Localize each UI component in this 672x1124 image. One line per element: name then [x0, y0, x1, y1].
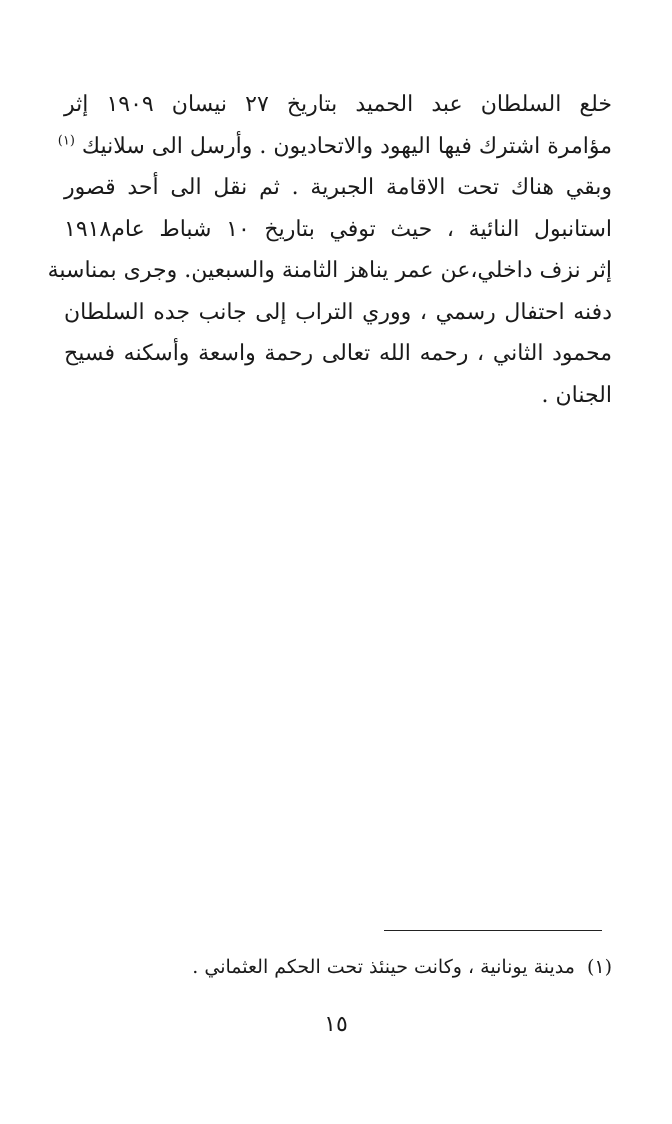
body-line-6: دفنه احتفال رسمي ، ووري التراب إلى جانب جده السلطان — [64, 299, 612, 325]
body-line-2-text: مؤامرة اشترك فيها اليهود والاتحاديون . وأرسل الى سلانيك — [81, 133, 612, 159]
body-line-8: الجنان . — [541, 382, 612, 408]
footnote-reference: (١) — [57, 133, 75, 149]
footnote-text: مدينة يونانية ، وكانت حينئذ تحت الحكم العثماني . — [192, 956, 575, 978]
body-line-4: استانبول النائية ، حيث توفي بتاريخ ١٠ شباط عام١٩١٨ — [64, 216, 613, 242]
body-line-3: وبقي هناك تحت الاقامة الجبرية . ثم نقل الى أحد قصور — [64, 175, 612, 200]
body-line-2 — [57, 126, 612, 168]
body-line-5: إثر نزف داخلي،عن عمر يناهز الثامنة والسبعين. وجرى بمناسبة — [47, 258, 612, 283]
body-line-1: خلع السلطان عبد الحميد بتاريخ ٢٧ نيسان ١٩٠٩ إثر — [64, 92, 613, 117]
body-paragraph — [47, 84, 613, 416]
footnote-number: (١) — [586, 956, 612, 978]
page-number: ١٥ — [324, 1012, 348, 1037]
footnote-separator — [384, 930, 602, 931]
footnote — [64, 952, 612, 982]
body-line-7: محمود الثاني ، رحمه الله تعالى رحمة واسعة وأسكنه فسيح — [64, 341, 612, 366]
